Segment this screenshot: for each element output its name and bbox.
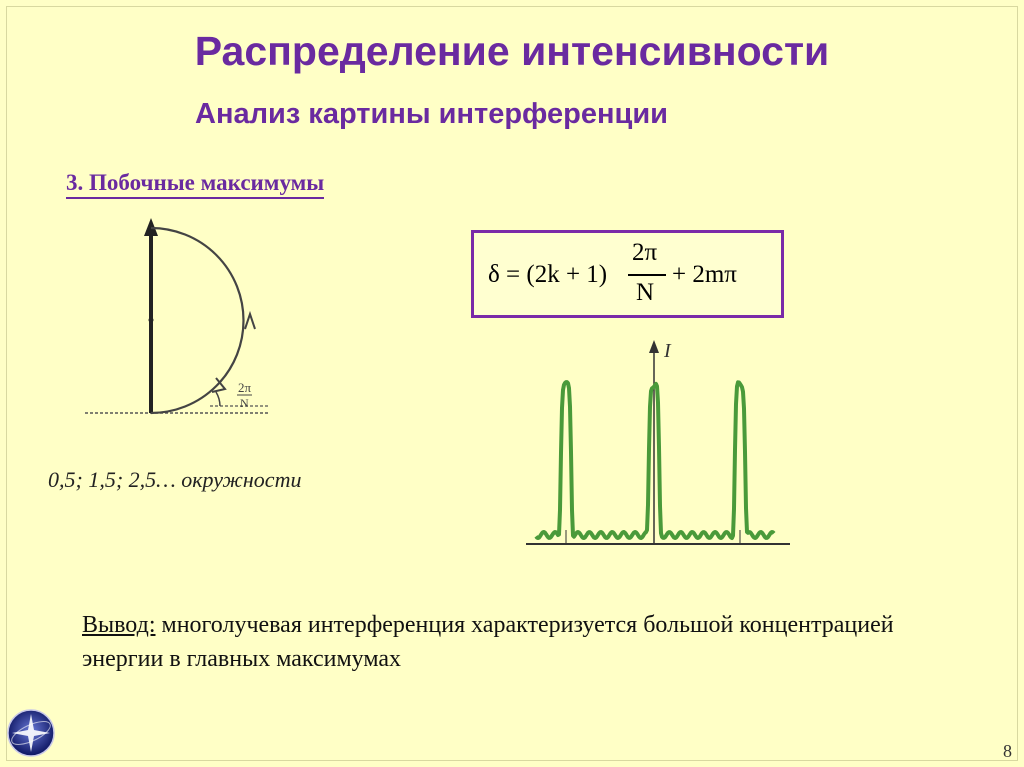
circle-center-dot [149,318,154,323]
university-logo-icon [6,708,56,758]
formula-numerator: 2π [632,239,658,266]
slide-title: Распределение интенсивности [194,28,830,74]
conclusion-label: Вывод: [82,612,156,638]
phasor-diagram [80,210,280,425]
conclusion-text: многолучевая интерференция характеризуется большой концентрацией энергии в главных максимумах [82,612,894,672]
formula-box [471,230,784,318]
formula-rhs: + 2mπ [672,261,737,288]
intensity-curve [536,382,774,538]
formula-denominator: N [636,279,655,306]
graph-axis-label: I [664,340,671,362]
formula-lhs: δ = (2k + 1) [488,261,608,288]
intensity-graph [518,335,798,550]
graph-y-arrowhead [649,340,659,353]
phasor-angle-denominator: N [240,396,249,410]
arc-arrow-upper [245,314,255,329]
page-number: 8 [1003,741,1012,761]
conclusion [82,608,902,676]
phasor-angle-numerator: 2π [238,380,252,395]
phasor-arc [151,228,244,413]
section-heading: 3. Побочные максимумы [66,170,324,199]
slide-subtitle: Анализ картины интерференции [195,98,669,130]
orders-text: 0,5; 1,5; 2,5… окружности [48,467,302,492]
formula-fraction-bar [628,274,666,276]
angle-arc [216,392,220,406]
